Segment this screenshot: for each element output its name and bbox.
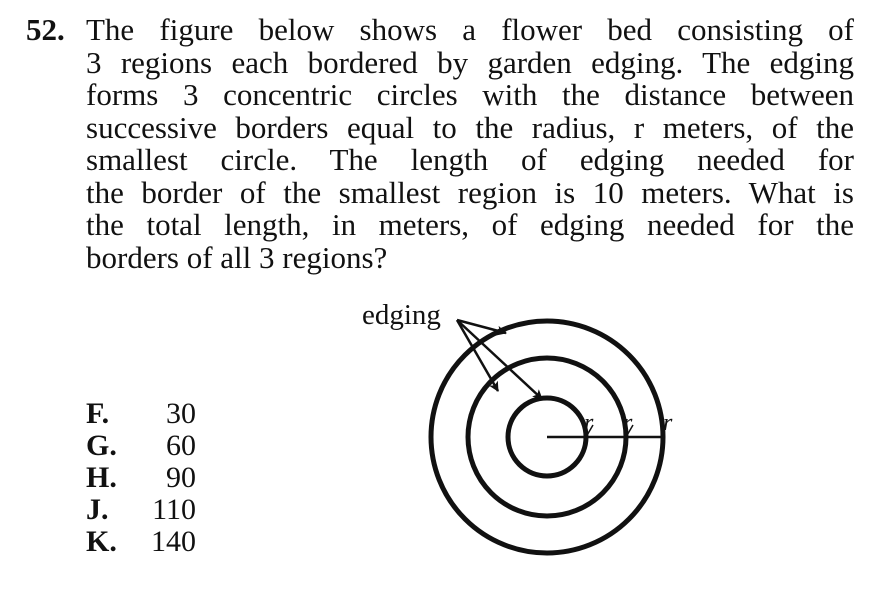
concentric-circles-figure [330, 290, 730, 570]
question-line: the border of the smallest region is 10 meters. What is [86, 174, 854, 210]
question-text [86, 14, 854, 274]
question-number: 52. [26, 12, 65, 47]
edging-label: edging [362, 299, 441, 331]
radius-label: r [584, 410, 594, 436]
choice-value: 30 [166, 397, 196, 430]
question-line: successive borders equal to the radius, r meters, of the [86, 109, 854, 145]
choice-value: 60 [166, 429, 196, 462]
radius-label: r [623, 410, 633, 436]
question-line: forms 3 concentric circles with the distance between [86, 77, 854, 112]
question-line: the total length, in meters, of edging needed for the [86, 207, 854, 242]
question-line: borders of all 3 regions? [86, 239, 388, 275]
question-line: smallest circle. The length of edging needed for [86, 142, 854, 177]
choice-letter: F. [86, 397, 110, 430]
choice-value: 140 [151, 525, 196, 558]
question-line: 3 regions each bordered by garden edging. The edging [86, 44, 854, 80]
choice-letter: K. [86, 525, 117, 558]
radius-label: r [663, 410, 673, 436]
choice-letter: H. [86, 461, 117, 494]
question-line: The figure below shows a flower bed consisting of [86, 12, 854, 47]
choice-value: 90 [166, 461, 196, 494]
choice-value: 110 [152, 493, 196, 526]
choice-letter: G. [86, 429, 117, 462]
choice-letter: J. [86, 493, 109, 526]
